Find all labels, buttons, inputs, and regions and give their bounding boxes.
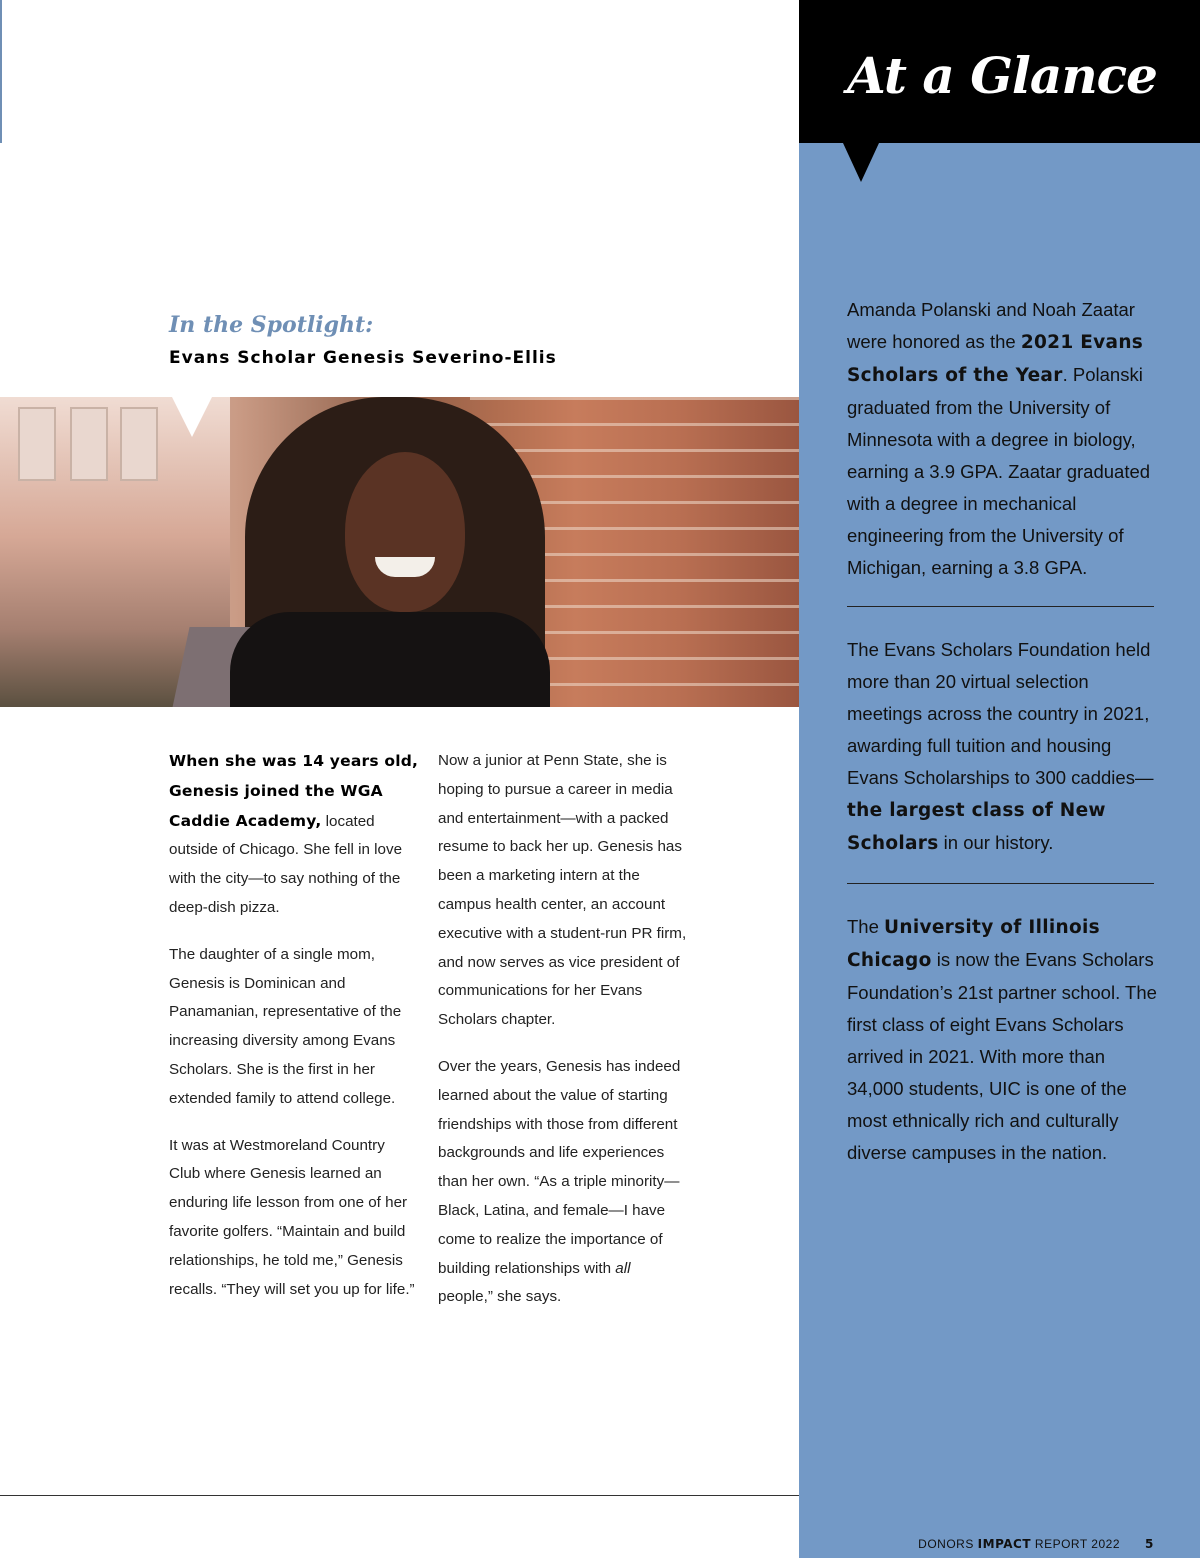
article-lead: When she was 14 years old, Genesis joined the WGA Caddie Academy, bbox=[169, 752, 419, 830]
spotlight-title: Evans Scholar Genesis Severino-Ellis bbox=[169, 348, 557, 368]
at-a-glance-sidebar bbox=[799, 0, 1200, 1558]
glance-item-largest-class: The Evans Scholars Foundation held more than 20 virtual selection meetings across the country in 2021, awarding full tuition and housing Evans Scholarships to 300 caddies—the largest class of New Scholars in our history. bbox=[847, 639, 1154, 854]
article-paragraph-1-text: located outside of Chicago. She fell in love with the city—to say nothing of the deep-dish pizza. bbox=[169, 812, 403, 916]
footer-rule bbox=[0, 1495, 799, 1496]
sidebar-header bbox=[799, 0, 1200, 143]
spotlight-kicker: In the Spotlight: bbox=[169, 312, 374, 338]
left-accent-rule bbox=[0, 0, 2, 143]
sidebar-notch bbox=[843, 143, 879, 182]
emphasis-all: all bbox=[615, 1259, 631, 1277]
article-paragraph-3: It was at Westmoreland Country Club where Genesis learned an enduring life lesson from one of her favorite golfers. “Maintain and build relationships, he told me,” Genesis recalls. “They will set you up for life.” bbox=[169, 1136, 415, 1298]
glance-item-uic: The University of Illinois Chicago is now the Evans Scholars Foundation’s 21st partner school. The first class of eight Evans Scholars arrived in 2021. With more than 34,000 students, UIC is one of the most ethnically rich and culturally diverse campuses in the nation. bbox=[847, 916, 1157, 1163]
article-paragraph-5: Over the years, Genesis has indeed learned about the value of starting friendships with those from different backgrounds and life experiences than her own. “As a triple minority—Black, Latina, and female—I have come to realize the importance of building relationships with all people,” she says. bbox=[438, 1057, 681, 1306]
article-column-1 bbox=[169, 747, 419, 1322]
footer-report-title: DONORS IMPACT REPORT 2022 bbox=[918, 1537, 1120, 1551]
glance-item-scholars-of-year: Amanda Polanski and Noah Zaatar were honored as the 2021 Evans Scholars of the Year. Polanski graduated from the University of Minnesota with a degree in biology, earning a 3.9 GPA. Zaatar graduated with a degree in mechanical engineering from the University of Michigan, earning a 3.8 GPA. bbox=[847, 299, 1151, 578]
glance-divider bbox=[847, 883, 1154, 884]
scholar-photo bbox=[0, 397, 799, 707]
sidebar-title: At a Glance bbox=[847, 46, 1157, 105]
photo-notch bbox=[172, 397, 212, 437]
article-paragraph-1 bbox=[169, 747, 419, 923]
article-paragraph-2: The daughter of a single mom, Genesis is Dominican and Panamanian, representative of the increasing diversity among Evans Scholars. She is the first in her extended family to attend college. bbox=[169, 945, 402, 1107]
glance-divider bbox=[847, 606, 1154, 607]
article-paragraph-4: Now a junior at Penn State, she is hoping to pursue a career in media and entertainment—with a packed resume to back her up. Genesis has been a marketing intern at the campus health center, an account executive with a student-run PR firm, and now serves as vice president of communications for her Evans Scholars chapter. bbox=[438, 752, 687, 1029]
article-column-2 bbox=[438, 747, 688, 1330]
page-number: 5 bbox=[1145, 1537, 1154, 1551]
